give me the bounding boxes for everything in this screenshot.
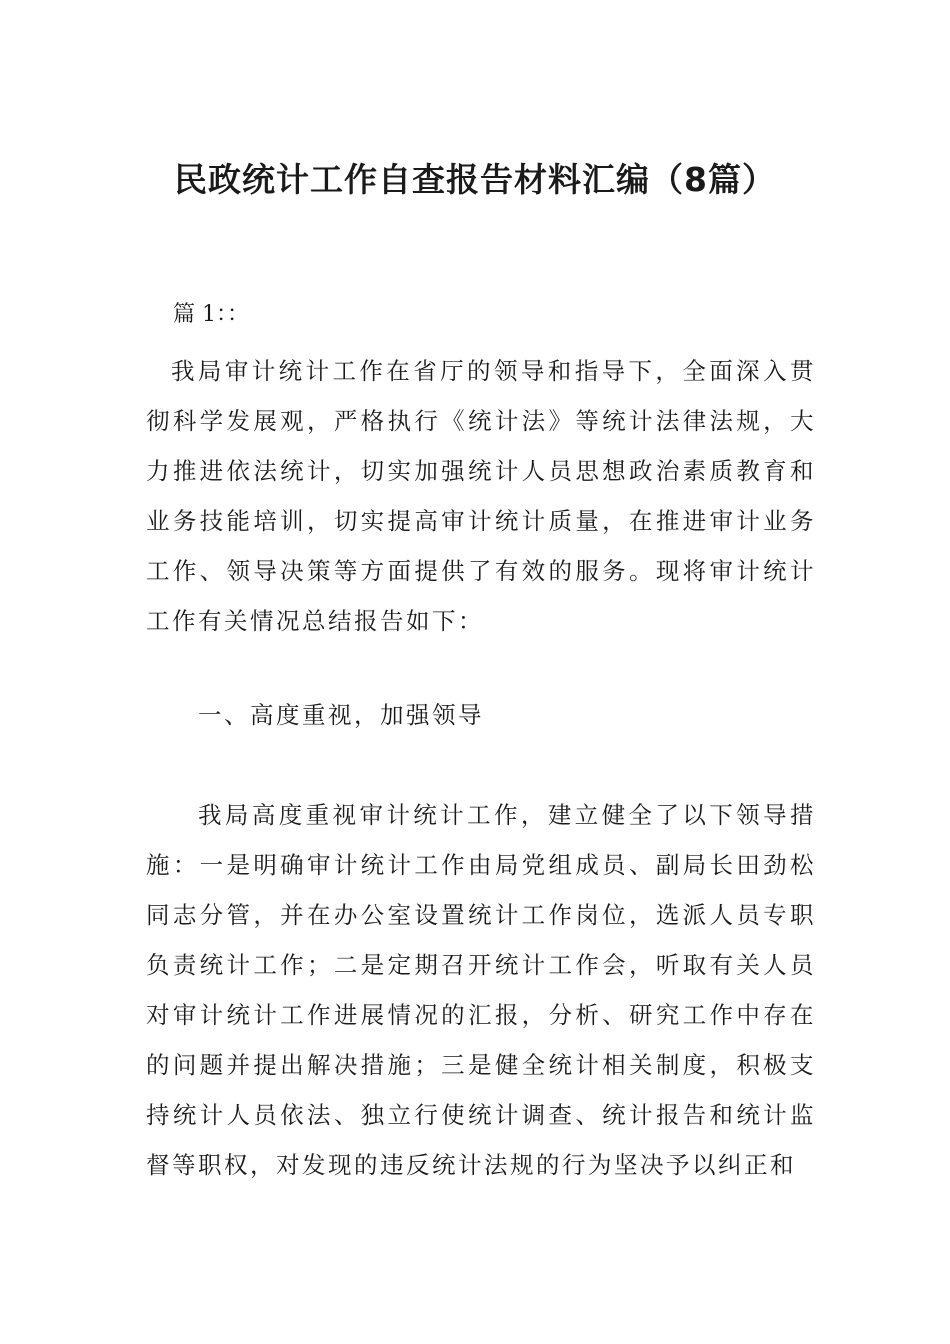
article-label: 篇 1：：	[173, 302, 249, 327]
section-paragraph: 我局高度重视审计统计工作，建立健全了以下领导措施：一是明确审计统计工作由局党组成员、副局长田劲松同志分管，并在办公室设置统计工作岗位，选派人员专职负责统计工作；二是定期召开统计工作会，听取有关人员对审计统计工作进展情况的汇报，分析、研究工作中存在的问题并提出解决措施；三是健全统计相关制度，积极支持统计人员依法、独立行使统计调查、统计报告和统计监督等职权，对发现的违反统计法规的行为坚决予以纠正和	[146, 801, 816, 1179]
intro-paragraph: 我局审计统计工作在省厅的领导和指导下，全面深入贯彻科学发展观，严格执行《统计法》等统计法律法规，大力推进依法统计，切实加强统计人员思想政治素质教育和业务技能培训，切实提高审计统计质量，在推进审计业务工作、领导决策等方面提供了有效的服务。现将审计统计工作有关情况总结报告如下：	[146, 357, 816, 635]
document-title: 民政统计工作自查报告材料汇编（8篇）	[174, 160, 776, 199]
section-heading: 一、高度重视，加强领导	[198, 701, 484, 729]
